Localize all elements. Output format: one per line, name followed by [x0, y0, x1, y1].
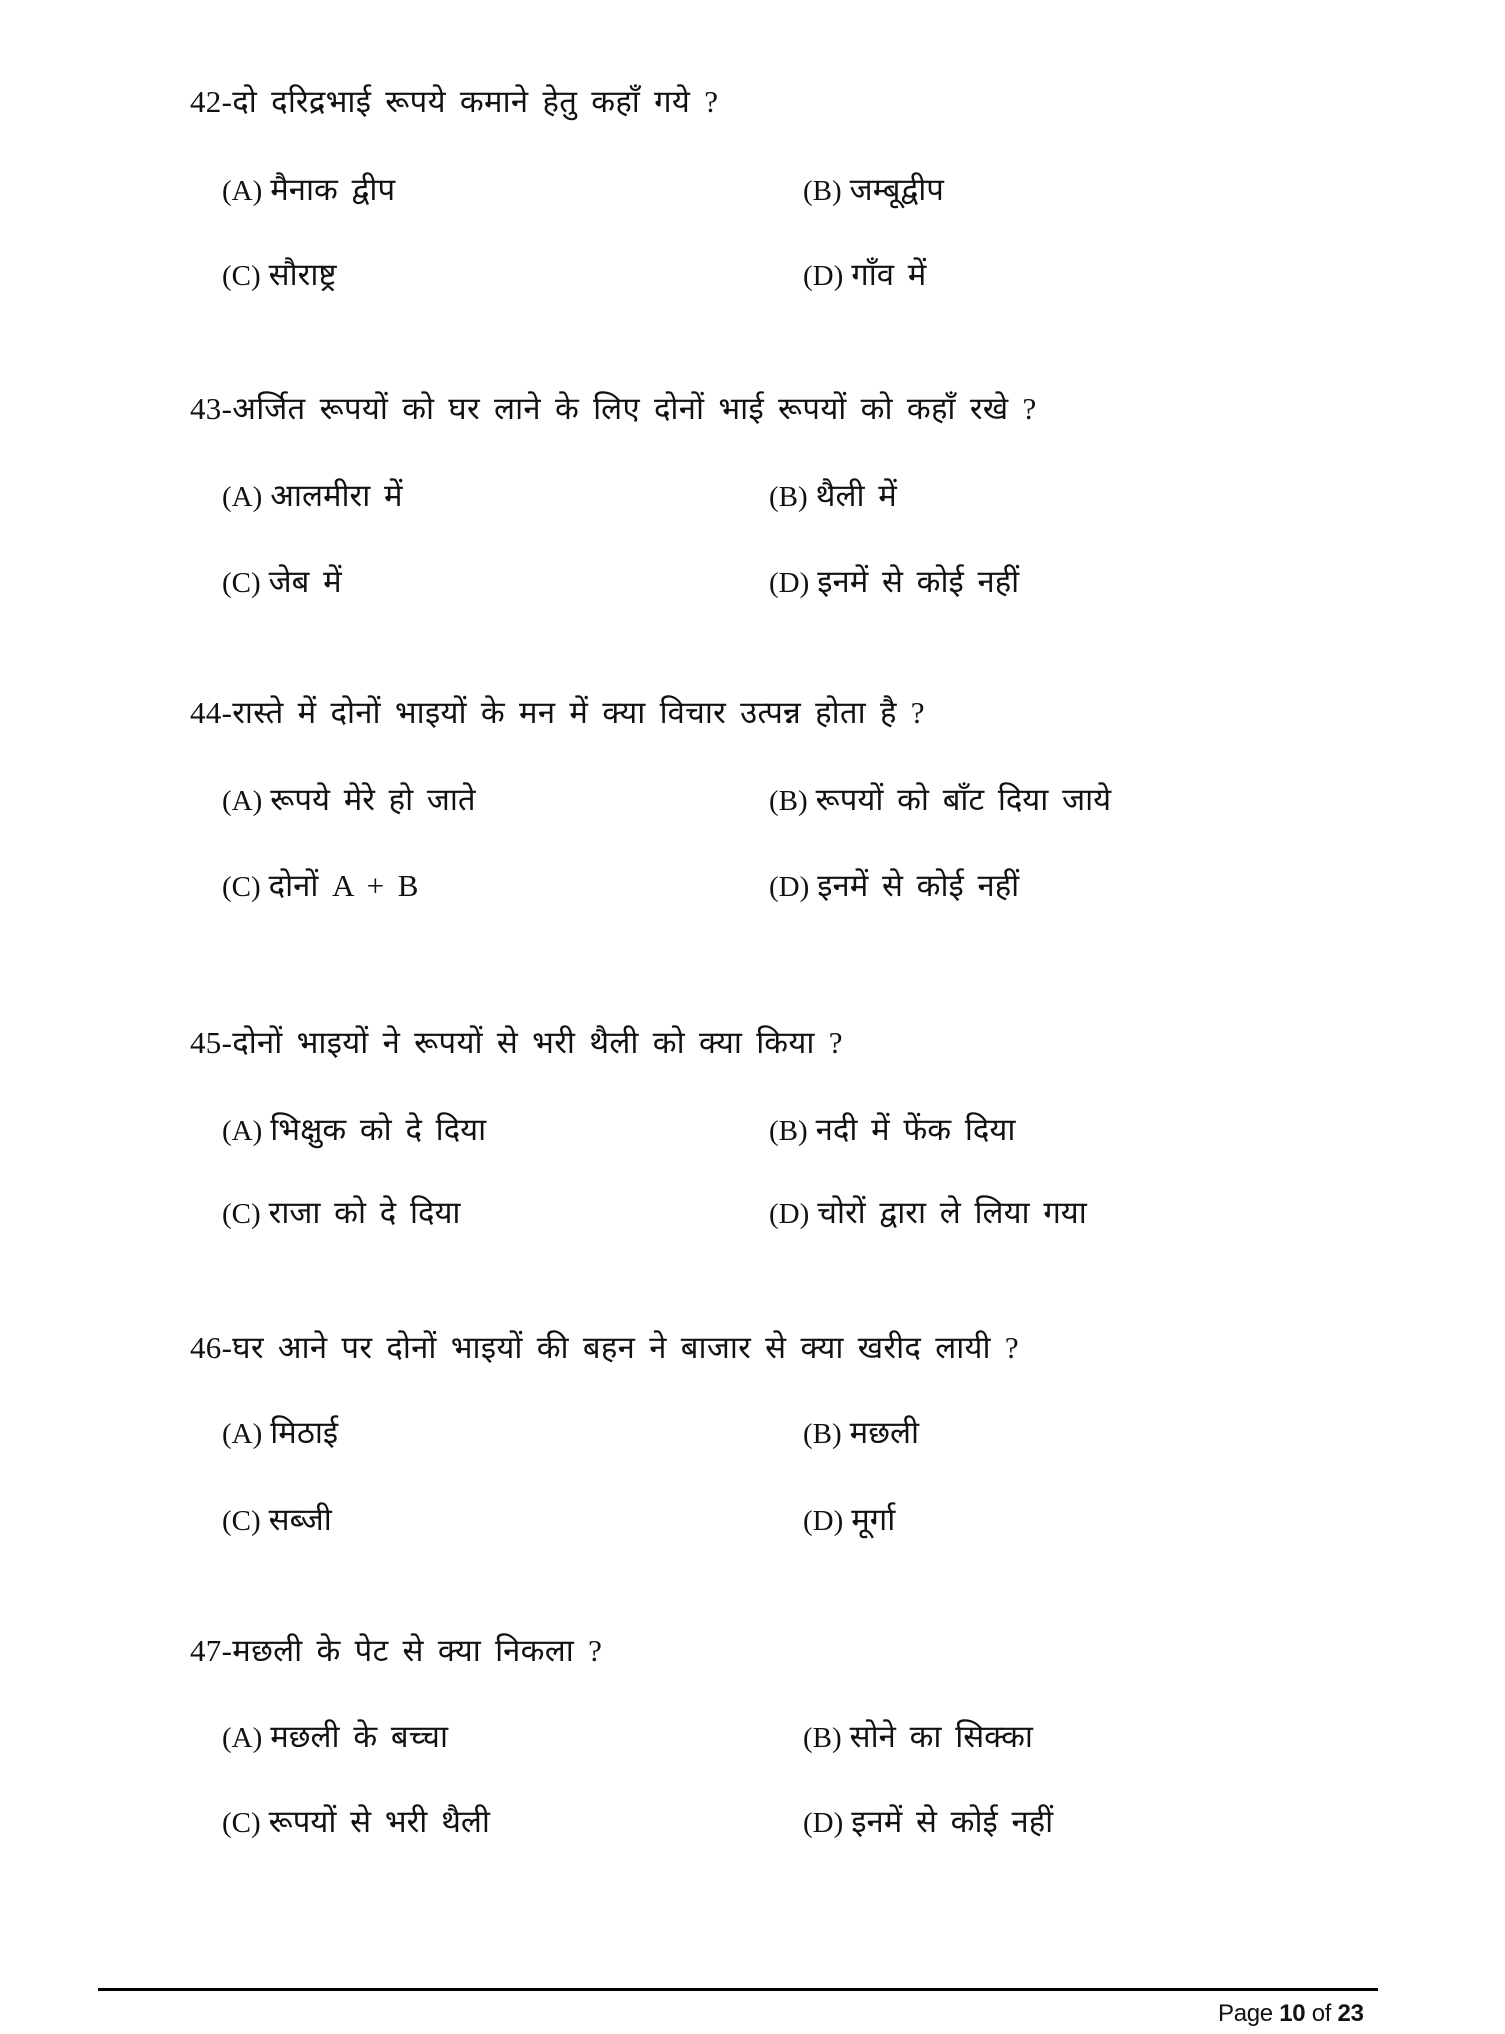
option-text: चोरों द्वारा ले लिया गया	[817, 1195, 1087, 1230]
option-text: मिठाई	[270, 1415, 339, 1450]
question-body: घर आने पर दोनों भाइयों की बहन ने बाजार से क्या खरीद लायी ?	[232, 1330, 1019, 1365]
option-label: (C)	[222, 1807, 261, 1839]
option-text: थैली में	[815, 478, 897, 513]
option-text: इनमें से कोई नहीं	[817, 868, 1020, 903]
option-label: (C)	[222, 1198, 261, 1230]
option-b[interactable]	[803, 1413, 919, 1454]
question-text	[190, 1631, 602, 1671]
question-text	[190, 1023, 843, 1063]
page-word: Page	[1218, 2000, 1273, 2027]
option-a[interactable]	[222, 1110, 486, 1151]
option-label: (D)	[803, 1505, 844, 1537]
option-d[interactable]	[803, 255, 926, 296]
option-label: (C)	[222, 871, 261, 903]
option-label: (A)	[222, 1115, 263, 1147]
question-text	[190, 693, 925, 733]
option-label: (B)	[803, 175, 842, 207]
option-label: (B)	[769, 481, 808, 513]
question-text	[190, 82, 718, 122]
question-body: दो दरिद्रभाई रूपये कमाने हेतु कहाँ गये ?	[232, 84, 719, 119]
question-number: 46-	[190, 1330, 233, 1365]
option-label: (A)	[222, 481, 263, 513]
option-b[interactable]	[803, 170, 944, 211]
footer-divider	[98, 1988, 1378, 1991]
option-label: (A)	[222, 785, 263, 817]
option-c[interactable]	[222, 866, 418, 907]
question-number: 44-	[190, 695, 233, 730]
option-label: (A)	[222, 1722, 263, 1754]
option-text: रूपयों से भरी थैली	[268, 1804, 490, 1839]
option-label: (C)	[222, 567, 261, 599]
option-text: रूपये मेरे हो जाते	[270, 782, 476, 817]
option-text: सब्जी	[268, 1502, 332, 1537]
option-label: (C)	[222, 260, 261, 292]
question-body: दोनों भाइयों ने रूपयों से भरी थैली को क्या किया ?	[232, 1025, 843, 1060]
option-b[interactable]	[769, 1110, 1015, 1151]
option-text: सौराष्ट्र	[268, 257, 337, 292]
option-text: भिक्षुक को दे दिया	[270, 1112, 487, 1147]
option-d[interactable]	[803, 1500, 895, 1541]
option-label: (B)	[769, 1115, 808, 1147]
question-body: अर्जित रूपयों को घर लाने के लिए दोनों भाई रूपयों को कहाँ रखे ?	[232, 391, 1037, 426]
option-b[interactable]	[769, 780, 1111, 821]
option-label: (D)	[803, 1807, 844, 1839]
current-page: 10	[1279, 2000, 1306, 2027]
option-label: (B)	[803, 1722, 842, 1754]
option-text: जम्बूद्वीप	[849, 172, 944, 207]
option-c[interactable]	[222, 1500, 332, 1541]
question-body: मछली के पेट से क्या निकला ?	[232, 1633, 603, 1668]
option-a[interactable]	[222, 1413, 338, 1454]
option-text: इनमें से कोई नहीं	[817, 564, 1020, 599]
option-c[interactable]	[222, 562, 342, 603]
option-label: (D)	[769, 567, 810, 599]
option-a[interactable]	[222, 170, 395, 211]
option-text: मछली	[849, 1415, 919, 1450]
option-c[interactable]	[222, 255, 336, 296]
option-label: (D)	[769, 871, 810, 903]
option-text: मछली के बच्चा	[270, 1719, 448, 1754]
option-d[interactable]	[769, 562, 1019, 603]
option-d[interactable]	[769, 1193, 1087, 1234]
question-text	[190, 1328, 1019, 1368]
question-body: रास्ते में दोनों भाइयों के मन में क्या विचार उत्पन्न होता है ?	[232, 695, 925, 730]
option-d[interactable]	[769, 866, 1019, 907]
option-label: (D)	[769, 1198, 810, 1230]
option-a[interactable]	[222, 780, 476, 821]
option-label: (A)	[222, 1418, 263, 1450]
option-d[interactable]	[803, 1802, 1053, 1843]
option-text: नदी में फेंक दिया	[815, 1112, 1016, 1147]
option-text: सोने का सिक्का	[849, 1719, 1033, 1754]
question-number: 47-	[190, 1633, 233, 1668]
option-text: आलमीरा में	[270, 478, 403, 513]
option-a[interactable]	[222, 476, 403, 517]
question-number: 43-	[190, 391, 233, 426]
question-number: 45-	[190, 1025, 233, 1060]
option-text: दोनों A + B	[268, 868, 419, 903]
option-label: (B)	[803, 1418, 842, 1450]
option-c[interactable]	[222, 1193, 460, 1234]
option-label: (A)	[222, 175, 263, 207]
option-text: राजा को दे दिया	[268, 1195, 461, 1230]
option-text: मूर्गा	[851, 1502, 896, 1537]
option-a[interactable]	[222, 1717, 448, 1758]
option-text: जेब में	[268, 564, 342, 599]
option-c[interactable]	[222, 1802, 490, 1843]
option-label: (C)	[222, 1505, 261, 1537]
option-text: रूपयों को बाँट दिया जाये	[815, 782, 1112, 817]
question-number: 42-	[190, 84, 233, 119]
option-label: (B)	[769, 785, 808, 817]
page-number	[1218, 1999, 1364, 2029]
option-text: इनमें से कोई नहीं	[851, 1804, 1054, 1839]
option-label: (D)	[803, 260, 844, 292]
option-text: मैनाक द्वीप	[270, 172, 396, 207]
of-word: of	[1311, 2000, 1332, 2027]
option-b[interactable]	[803, 1717, 1033, 1758]
question-text	[190, 389, 1037, 429]
option-text: गाँव में	[851, 257, 927, 292]
option-b[interactable]	[769, 476, 897, 517]
total-pages: 23	[1337, 2000, 1364, 2027]
